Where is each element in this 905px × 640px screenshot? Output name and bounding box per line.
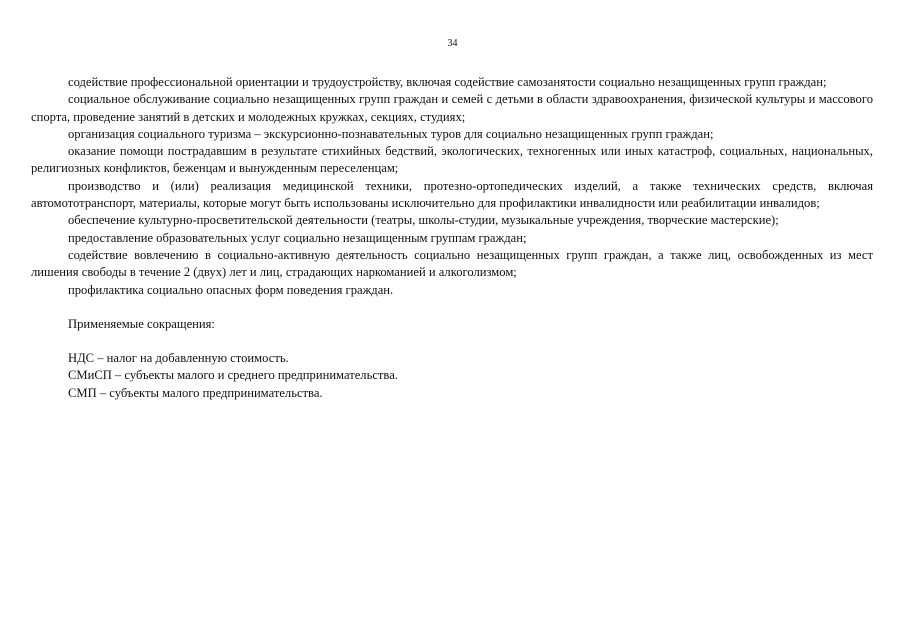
list-item: оказание помощи пострадавшим в результате стихийных бедствий, экологических, техногенных или иных катастроф, социальных, национальных, религиозных конфликтов, беженцам и вынужденным переселенцам; (31, 144, 873, 176)
page-number: 34 (447, 38, 458, 49)
spacer (31, 333, 873, 350)
abbreviation-entry: НДС – налог на добавленную стоимость. (68, 351, 289, 366)
list-item: содействие вовлечению в социально-активную деятельность социально незащищенных групп граждан, а также лиц, освобожденных из мест лишения свободы в течение 2 (двух) лет и лиц, страдающих наркоманией и алкоголизмом; (31, 247, 873, 280)
abbreviation-entry: СМиСП – субъекты малого и среднего предпринимательства. (68, 368, 398, 383)
abbreviation-entry: СМП – субъекты малого предпринимательства. (68, 385, 323, 400)
list-item: содействие профессиональной ориентации и трудоустройству, включая содействие самозанятости социально незащищенных групп граждан; (68, 75, 827, 89)
list-item: социальное обслуживание социально незащищенных групп граждан и семей с детьми в области здравоохранения, физической культуры и массового спорта, проведение занятий в детских и молодежных кружках, секциях, студиях; (31, 92, 873, 124)
spacer (31, 299, 873, 316)
list-item: предоставление образовательных услуг социально незащищенным группам граждан; (68, 230, 527, 245)
abbreviations-heading: Применяемые сокращения: (68, 316, 215, 331)
document-body (31, 74, 873, 402)
list-item: профилактика социально опасных форм поведения граждан. (68, 282, 394, 297)
list-item: обеспечение культурно-просветительской деятельности (театры, школы-студии, музыкальные учреждения, творческие мастерские); (68, 213, 779, 228)
list-item: организация социального туризма – экскурсионно-познавательных туров для социально незащищенных групп граждан; (68, 126, 714, 141)
list-item: производство и (или) реализация медицинской техники, протезно-ортопедических изделий, а также технических средств, включая автомототранспорт, материалы, которые могут быть использованы исключительно для профилактики инвалидности или реабилитации инвалидов; (31, 178, 873, 211)
